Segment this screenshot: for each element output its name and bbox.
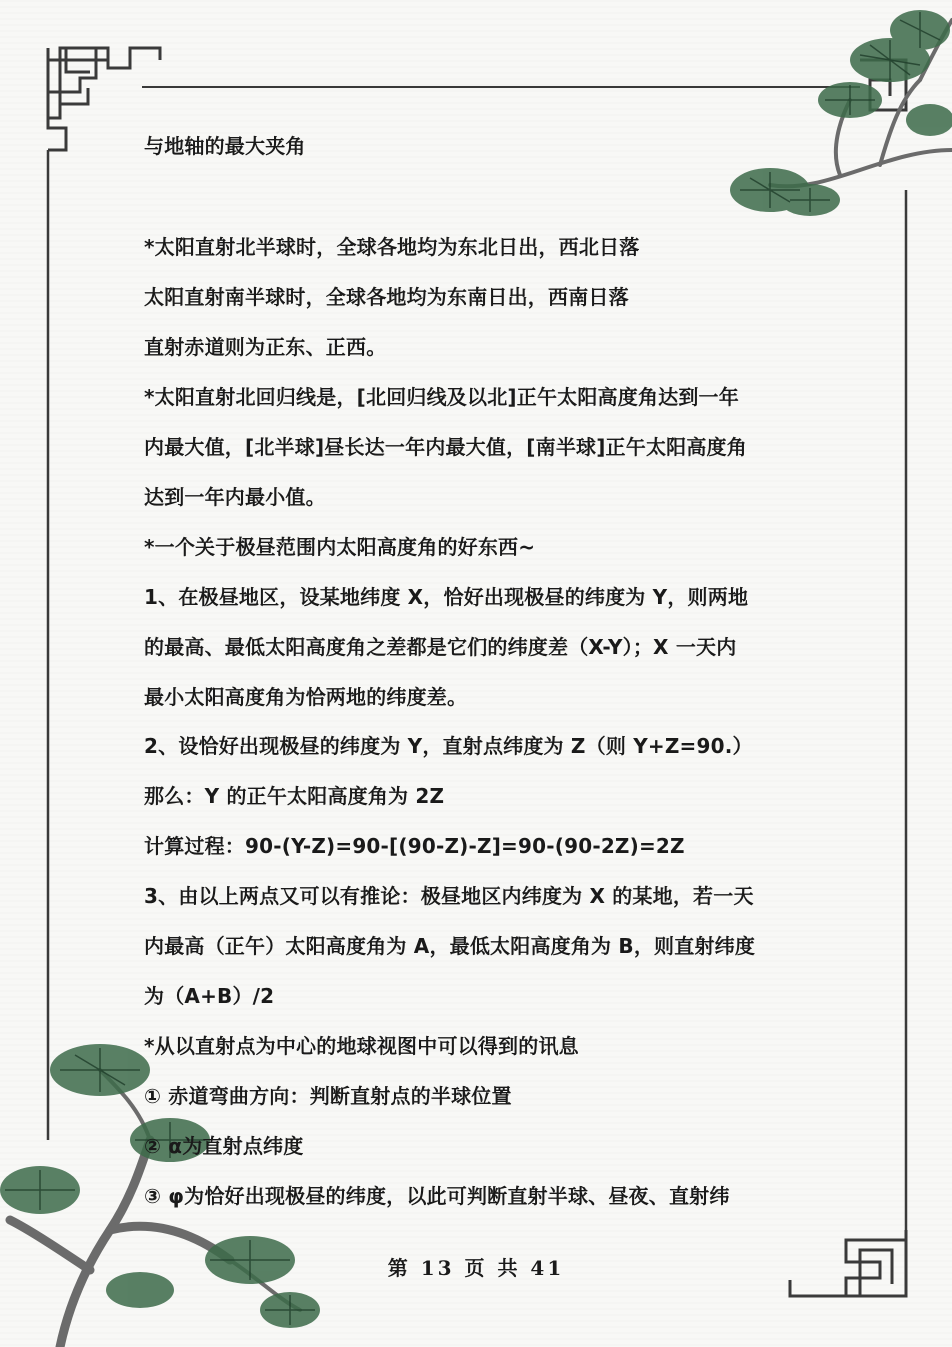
- text-line: *从以直射点为中心的地球视图中可以得到的讯息: [144, 1034, 579, 1058]
- text-line: 那么：Y 的正午太阳高度角为 2Z: [144, 784, 445, 808]
- text-line: 3、由以上两点又可以有推论：极昼地区内纬度为 X 的某地，若一天: [144, 884, 754, 908]
- text-line: ② α为直射点纬度: [144, 1134, 304, 1158]
- text-line: 为（A+B）/2: [144, 984, 275, 1008]
- pine-branch-top-right-icon: [690, 0, 952, 240]
- text-line: *一个关于极昼范围内太阳高度角的好东西~: [144, 535, 536, 559]
- text-line: ① 赤道弯曲方向：判断直射点的半球位置: [144, 1084, 512, 1108]
- text-line: ③ φ为恰好出现极昼的纬度，以此可判断直射半球、昼夜、直射纬: [144, 1184, 730, 1208]
- text-line: 最小太阳高度角为恰两地的纬度差。: [144, 685, 468, 709]
- text-line: 达到一年内最小值。: [144, 485, 326, 509]
- text-line: *太阳直射北半球时，全球各地均为东北日出，西北日落: [144, 235, 640, 259]
- text-line: 2、设恰好出现极昼的纬度为 Y，直射点纬度为 Z（则 Y+Z=90.）: [144, 734, 753, 758]
- text-line: 内最高（正午）太阳高度角为 A，最低太阳高度角为 B，则直射纬度: [144, 934, 756, 958]
- text-line: *太阳直射北回归线是，[北回归线及以北]正午太阳高度角达到一年: [144, 385, 739, 409]
- text-line: 直射赤道则为正东、正西。: [144, 335, 387, 359]
- text-line: 内最大值，[北半球]昼长达一年内最大值，[南半球]正午太阳高度角: [144, 435, 747, 459]
- text-line: 1、在极昼地区，设某地纬度 X，恰好出现极昼的纬度为 Y，则两地: [144, 585, 749, 609]
- text-line: 的最高、最低太阳高度角之差都是它们的纬度差（X-Y）；X 一天内: [144, 635, 737, 659]
- text-line: 与地轴的最大夹角: [144, 134, 306, 158]
- text-line: 太阳直射南半球时，全球各地均为东南日出，西南日落: [144, 285, 629, 309]
- page-number-footer: 第 13 页 共 41: [387, 1256, 565, 1280]
- text-line: 计算过程：90-(Y-Z)=90-[(90-Z)-Z]=90-(90-2Z)=2Z: [144, 834, 685, 858]
